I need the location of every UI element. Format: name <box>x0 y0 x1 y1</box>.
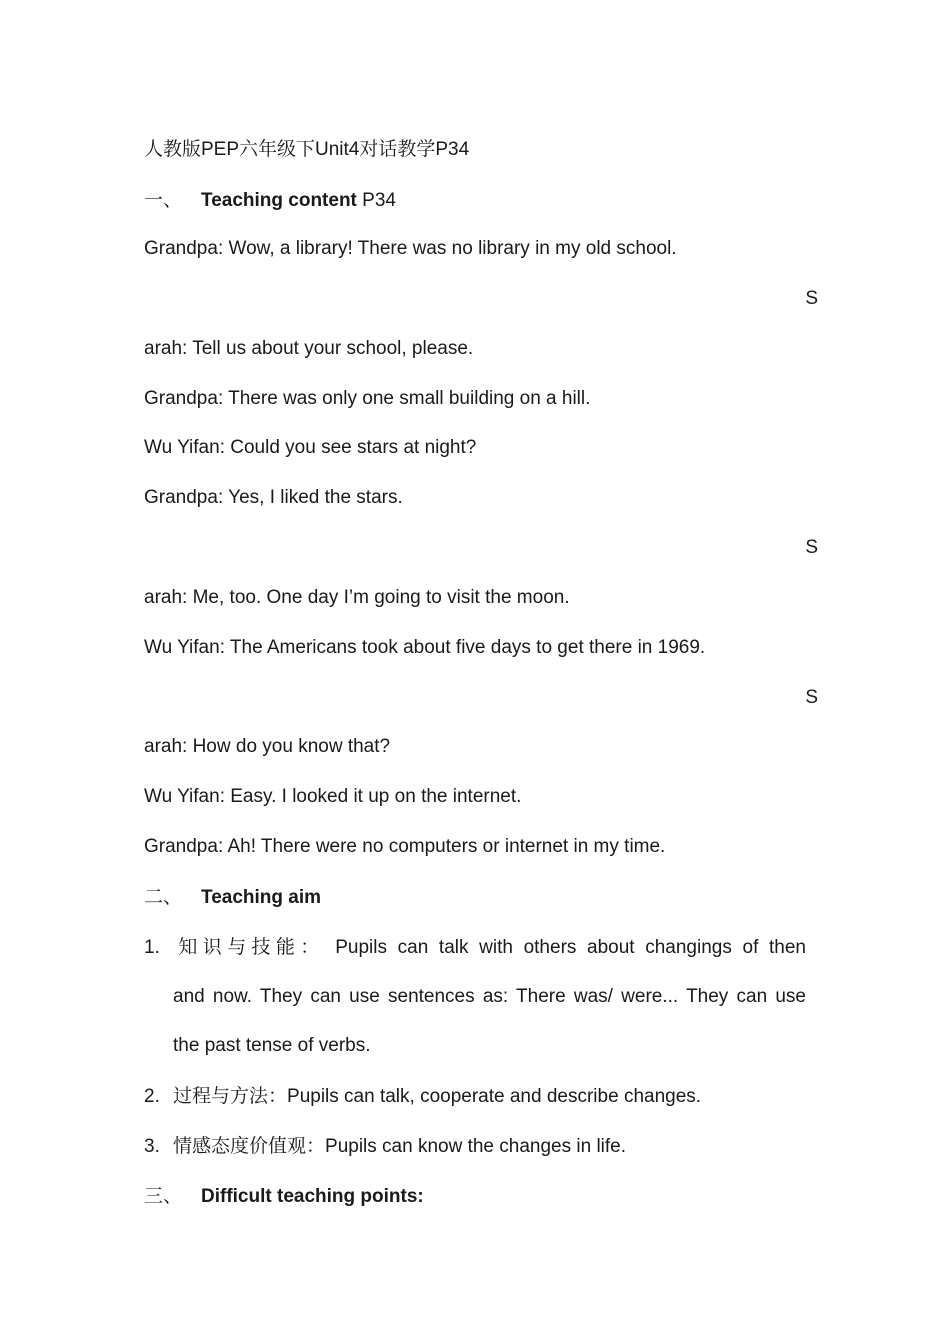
dialogue-text: S <box>805 687 818 708</box>
dialogue-line <box>144 732 806 762</box>
dialogue-line <box>144 483 806 513</box>
dialogue-line-wrap <box>144 284 818 314</box>
list-number: 3. <box>144 1136 160 1157</box>
document-title <box>144 135 806 165</box>
section-number: 二、 <box>144 886 183 908</box>
section-label: Teaching content <box>201 190 357 211</box>
aim-item-3 <box>144 1131 806 1161</box>
title-text: 人教版PEP六年级下Unit4对话教学P34 <box>144 139 470 160</box>
section-label: Difficult teaching points: <box>201 1186 424 1207</box>
dialogue-text: Wu Yifan: Could you see stars at night? <box>144 437 477 458</box>
dialogue-line <box>144 433 806 463</box>
aim-item-1-continued <box>173 1031 806 1061</box>
section-heading-difficult-points <box>144 1181 806 1211</box>
aim-text: Pupils can talk with others about changings of then <box>335 937 806 958</box>
section-page-ref: P34 <box>356 190 396 211</box>
dialogue-text: Grandpa: There was only one small building on a hill. <box>144 388 591 409</box>
dialogue-text: Grandpa: Ah! There were no computers or internet in my time. <box>144 836 666 857</box>
dialogue-line <box>144 782 806 812</box>
aim-text: Pupils can talk, cooperate and describe changes. <box>287 1086 702 1107</box>
aim-item-2 <box>144 1081 806 1111</box>
aim-text: and now. They can use sentences as: There was/ were... They can use <box>173 986 806 1007</box>
dialogue-line <box>144 384 806 414</box>
dialogue-text: arah: How do you know that? <box>144 736 391 757</box>
dialogue-line <box>144 583 806 613</box>
dialogue-line-wrap <box>144 533 818 563</box>
aim-category: 过程与方法： <box>173 1085 288 1107</box>
dialogue-line <box>144 633 806 663</box>
section-label: Teaching aim <box>201 887 322 908</box>
dialogue-text: arah: Me, too. One day I’m going to visit the moon. <box>144 587 570 608</box>
dialogue-line-wrap <box>144 683 818 713</box>
dialogue-text: S <box>805 537 818 558</box>
aim-category: 情感态度价值观： <box>173 1135 326 1157</box>
section-number: 三、 <box>144 1185 183 1207</box>
aim-text: Pupils can know the changes in life. <box>325 1136 627 1157</box>
list-number: 2. <box>144 1086 160 1107</box>
dialogue-text: Grandpa: Wow, a library! There was no library in my old school. <box>144 238 677 259</box>
aim-category: 知识与技能： <box>173 936 325 958</box>
dialogue-text: S <box>805 288 818 309</box>
aim-item-1 <box>144 932 806 962</box>
dialogue-line <box>144 832 806 862</box>
dialogue-line <box>144 334 806 364</box>
list-number: 1. <box>144 937 160 958</box>
dialogue-text: arah: Tell us about your school, please. <box>144 338 474 359</box>
aim-text: the past tense of verbs. <box>173 1035 371 1056</box>
dialogue-text: Grandpa: Yes, I liked the stars. <box>144 487 403 508</box>
dialogue-line <box>144 234 806 264</box>
section-heading-teaching-aim <box>144 882 806 912</box>
aim-item-1-continued <box>173 982 806 1012</box>
section-heading-teaching-content <box>144 185 806 215</box>
dialogue-text: Wu Yifan: The Americans took about five days to get there in 1969. <box>144 637 706 658</box>
dialogue-text: Wu Yifan: Easy. I looked it up on the internet. <box>144 786 522 807</box>
section-number: 一、 <box>144 189 183 211</box>
